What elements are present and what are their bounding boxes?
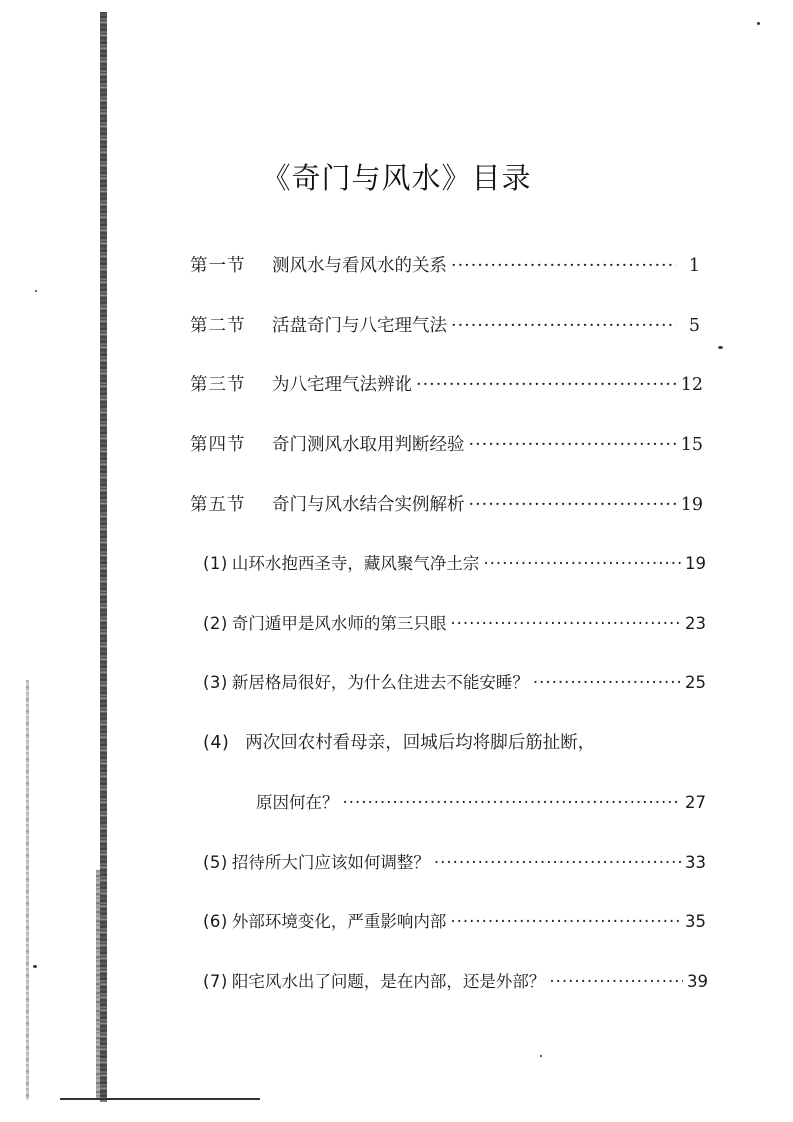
toc-subsection-4-line-2[interactable] [256, 789, 706, 813]
section-number: 第四节 [190, 435, 246, 455]
page-number: 33 [685, 853, 706, 872]
toc-subsection-4-line-1[interactable] [203, 729, 595, 754]
section-title: 奇门与风水结合实例解析 [272, 495, 465, 515]
section-title: 为八宅理气法辨讹 [272, 375, 412, 395]
leader-dots [343, 793, 682, 812]
subsection-number: (1) [203, 554, 228, 573]
subsection-number: (2) [203, 614, 228, 633]
toc-subsection-1[interactable] [203, 550, 706, 574]
scan-speck [540, 1055, 542, 1057]
section-title: 奇门测风水取用判断经验 [272, 435, 465, 455]
leader-dots [469, 495, 677, 515]
subsection-title: 两次回农村看母亲，回城后均将脚后筋扯断， [245, 733, 596, 753]
toc-section-2[interactable] [190, 312, 700, 337]
toc-section-1[interactable] [190, 252, 700, 277]
page-number: 5 [688, 316, 700, 336]
left-scan-edge [26, 680, 29, 1100]
page-number: 35 [685, 912, 706, 931]
toc-section-4[interactable] [190, 431, 703, 456]
toc-section-3[interactable] [190, 371, 703, 396]
page-number: 12 [680, 375, 703, 395]
toc-subsection-6[interactable] [203, 908, 706, 932]
bottom-scan-line [60, 1098, 260, 1100]
page-number: 19 [680, 495, 703, 515]
page-number: 19 [685, 554, 706, 573]
subsection-number: (7) [203, 972, 228, 991]
section-number: 第三节 [190, 375, 246, 395]
leader-dots [451, 316, 676, 336]
leader-dots [483, 554, 681, 573]
toc-subsection-5[interactable] [203, 849, 706, 873]
page-number: 23 [685, 614, 706, 633]
binding-shadow [96, 870, 100, 1100]
subsection-number: (5) [203, 853, 228, 872]
subsection-number: (6) [203, 912, 228, 931]
subsection-title-continuation: 原因何在？ [256, 793, 339, 812]
scan-speck [33, 965, 37, 968]
page-number: 25 [685, 673, 706, 692]
leader-dots [416, 375, 677, 395]
leader-dots [533, 673, 681, 692]
subsection-title: 奇门遁甲是风水师的第三只眼 [231, 614, 447, 633]
subsection-title: 山环水抱西圣寺，藏风聚气净土宗 [231, 554, 480, 573]
toc-subsection-7[interactable] [203, 968, 708, 992]
toc-section-5[interactable] [190, 491, 703, 516]
leader-dots [451, 256, 676, 276]
subsection-title: 阳宅风水出了问题，是在内部，还是外部？ [231, 972, 546, 991]
leader-dots [434, 853, 681, 872]
subsection-title: 外部环境变化，严重影响内部 [231, 912, 447, 931]
section-title: 活盘奇门与八宅理气法 [272, 316, 447, 336]
subsection-number: (4) [203, 733, 230, 753]
leader-dots [450, 912, 681, 931]
scan-speck [757, 22, 760, 25]
page-number: 39 [687, 972, 708, 991]
page-number: 1 [688, 256, 700, 276]
subsection-title: 招待所大门应该如何调整？ [231, 853, 430, 872]
toc-subsection-3[interactable] [203, 669, 706, 693]
scan-speck [718, 346, 723, 349]
page-title: 《奇门与风水》目录 [261, 161, 532, 195]
leader-dots [549, 972, 683, 991]
section-number: 第二节 [190, 316, 246, 336]
section-number: 第五节 [190, 495, 246, 515]
subsection-number: (3) [203, 673, 228, 692]
scan-speck [35, 290, 37, 292]
page-number: 15 [680, 435, 703, 455]
page-number: 27 [685, 793, 706, 812]
leader-dots [469, 435, 677, 455]
toc-subsection-2[interactable] [203, 610, 706, 634]
section-title: 测风水与看风水的关系 [272, 256, 447, 276]
leader-dots [450, 614, 681, 633]
section-number: 第一节 [190, 256, 246, 276]
subsection-title: 新居格局很好，为什么住进去不能安睡？ [231, 673, 529, 692]
